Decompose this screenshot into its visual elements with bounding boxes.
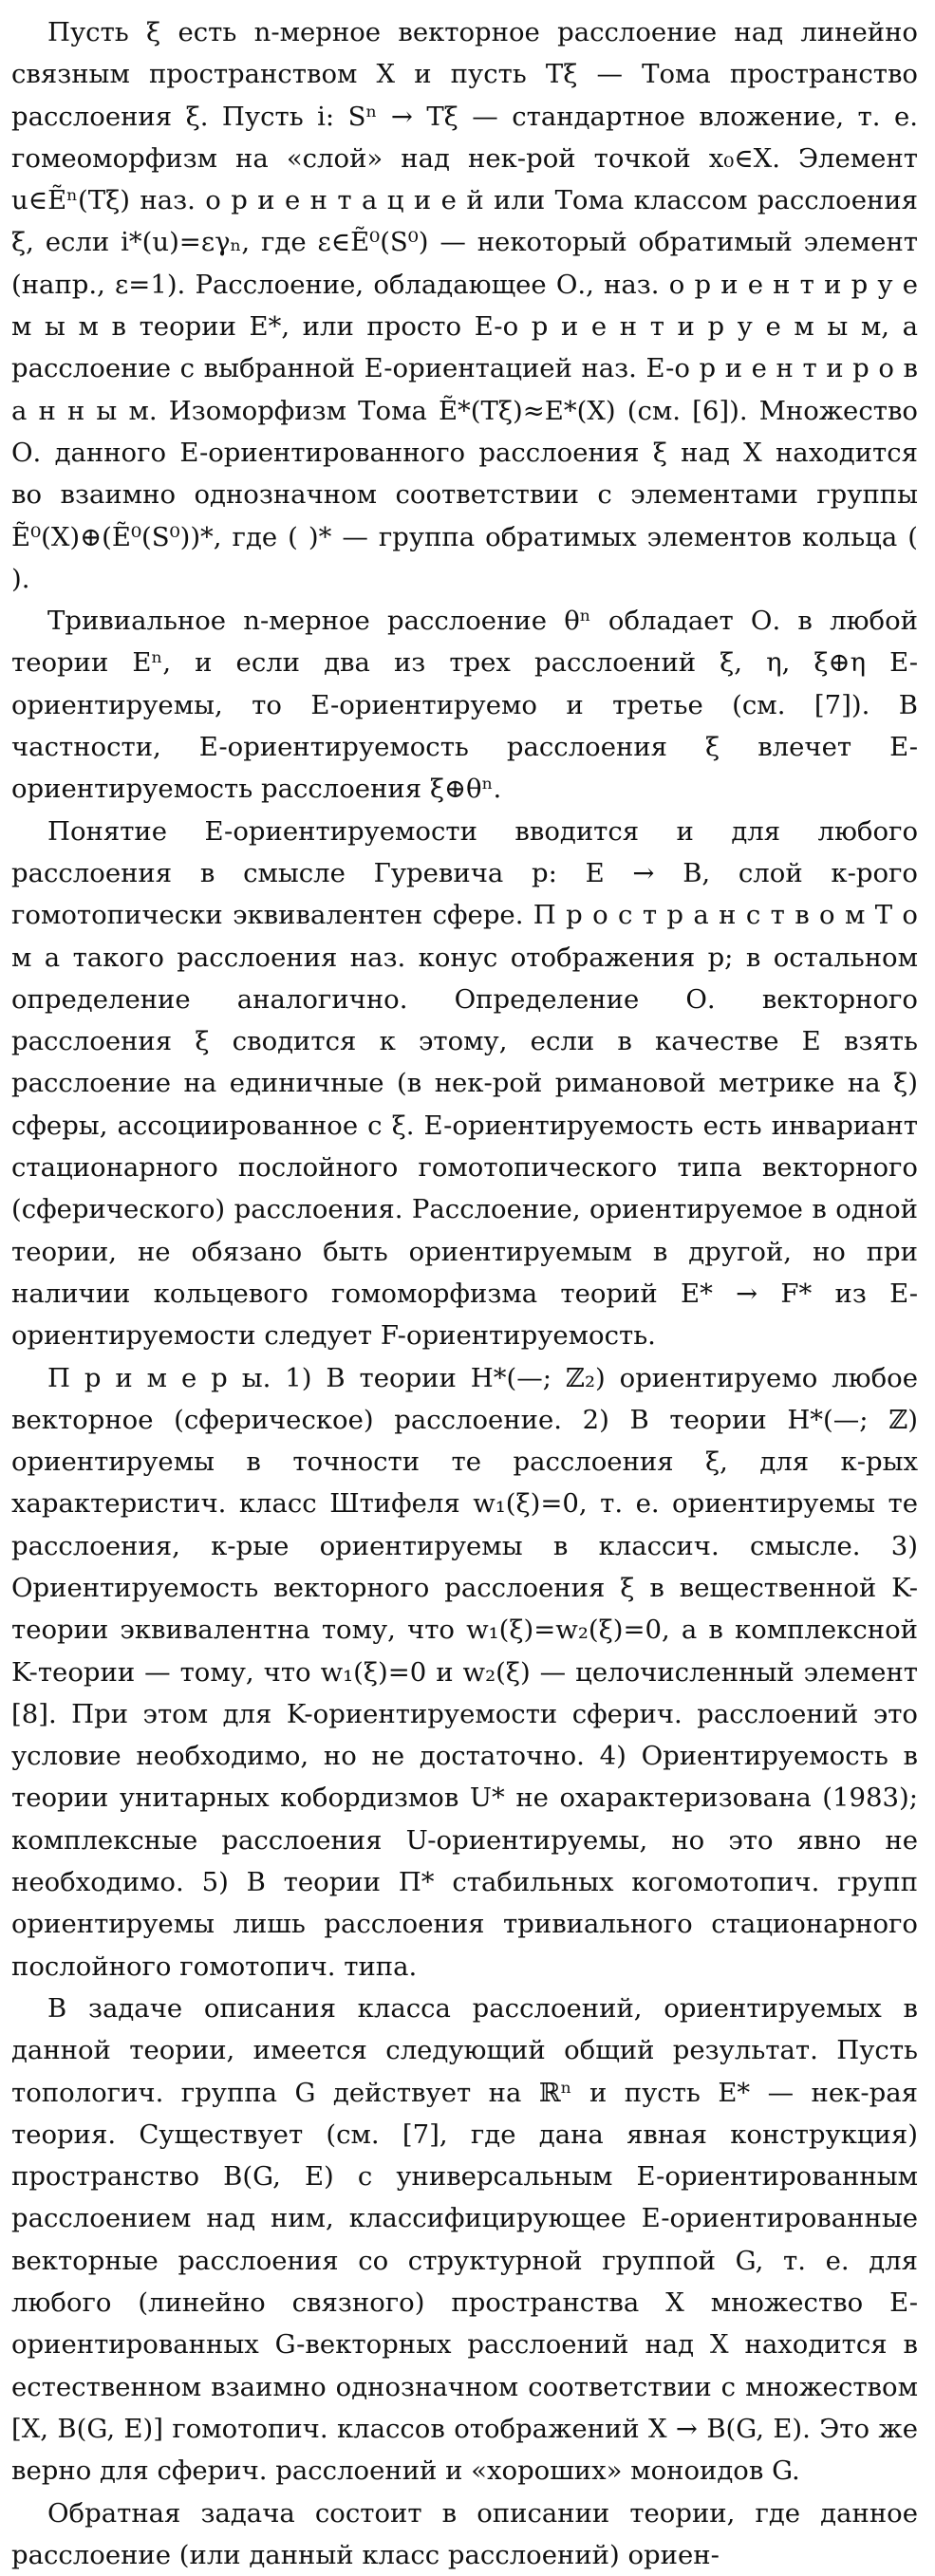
paragraph-hurewicz-fibration: Понятие E-ориентируемости вводится и для любого расслоения в смысле Гуревича p: E → B, слой к-рого гомотопически эквивалентен сфере. П р о с т р а н с т в о м Т о м а такого расслоения наз. конус отображения p; в остальном определение аналогично. Определение О. векторного расслоения ξ сводится к этому, если в качестве E взять расслоение на единичные (в нек-рой римановой метрике на ξ) сферы, ассоциированное с ξ. E-ориентируемость есть инвариант стационарного послойного гомотопического типа векторного (сферического) расслоения. Расслоение, ориентируемое в одной теории, не обязано быть ориентируемым в другой, но при наличии кольцевого гомоморфизма теорий E* → F* из E-ориентируемости следует F-ориентируемость. <box>11 815 918 1352</box>
paragraph-trivial-bundle-orientation: Тривиальное n-мерное расслоение θⁿ обладает О. в любой теории Eⁿ, и если два из трех расслоений ξ, η, ξ⊕η E-ориентируемы, то E-ориентируемо и третье (см. [7]). В частности, E-ориентируемость расслоения ξ влечет E-ориентируемость расслоения ξ⊕θⁿ. <box>11 606 918 805</box>
paragraph-classification-result: В задаче описания класса расслоений, ориентируемых в данной теории, имеется следующий общий результат. Пусть топологич. группа G действует на ℝⁿ и пусть E* — нек-рая теория. Существует (см. [7], где дана явная конструкция) пространство B(G, E) с универсальным E-ориентированным расслоением над ним, классифицирующее E-ориентированные векторные расслоения со структурной группой G, т. е. для любого (линейно связного) пространства X множество E-ориентированных G-векторных расслоений над X находится в естественном взаимно однозначном соответствии с множеством [X, B(G, E)] гомотопич. классов отображений X → B(G, E). Это же верно для сферич. расслоений и «хороших» моноидов G. <box>11 1992 918 2487</box>
paragraph-inverse-problem: Обратная задача состоит в описании теории, где данное расслоение (или данный класс расслоений) ориен- <box>11 2497 918 2570</box>
paragraph-examples: П р и м е р ы. 1) В теории H*(—; ℤ₂) ориентируемо любое векторное (сферическое) расслоение. 2) В теории H*(—; ℤ) ориентируемы в точности те расслоения ξ, для к-рых характеристич. класс Штифеля w₁(ξ)=0, т. е. ориентируемы те расслоения, к-рые ориентируемы в классич. смысле. 3) Ориентируемость векторного расслоения ξ в вещественной K-теории эквивалентна тому, что w₁(ξ)=w₂(ξ)=0, а в комплексной K-теории — тому, что w₁(ξ)=0 и w₂(ξ) — целочисленный элемент [8]. При этом для K-ориентируемости сферич. расслоений это условие необходимо, но не достаточно. 4) Ориентируемость в теории унитарных кобордизмов U* не охарактеризована (1983); комплексные расслоения U-ориентируемы, но это явно не необходимо. 5) В теории Π* стабильных когомотопич. групп ориентируемы лишь расслоения тривиального стационарного послойного гомотопич. типа. <box>11 1362 918 1982</box>
paragraph-thom-orientation-definition: Пусть ξ есть n-мерное векторное расслоение над линейно связным пространством X и пусть Tξ — Тома пространство расслоения ξ. Пусть i: Sⁿ → Tξ — стандартное вложение, т. е. гомеоморфизм на «слой» над нек-рой точкой x₀∈X. Элемент u∈Ẽⁿ(Tξ) наз. о р и е н т а ц и е й или Тома классом расслоения ξ, если i*(u)=εγₙ, где ε∈Ẽ⁰(S⁰) — некоторый обратимый элемент (напр., ε=1). Расслоение, обладающее О., наз. о р и е н т и р у е м ы м в теории E*, или просто E-о р и е н т и р у е м ы м, а расслоение с выбранной E-ориентацией наз. E-о р и е н т и р о в а н н ы м. Изоморфизм Тома Ẽ*(Tξ)≈E*(X) (см. [6]). Множество О. данного E-ориентированного расслоения ξ над X находится во взаимно однозначном соответствии с элементами группы Ẽ⁰(X)⊕(Ẽ⁰(S⁰))*, где ( )* — группа обратимых элементов кольца ( ). <box>11 17 918 594</box>
